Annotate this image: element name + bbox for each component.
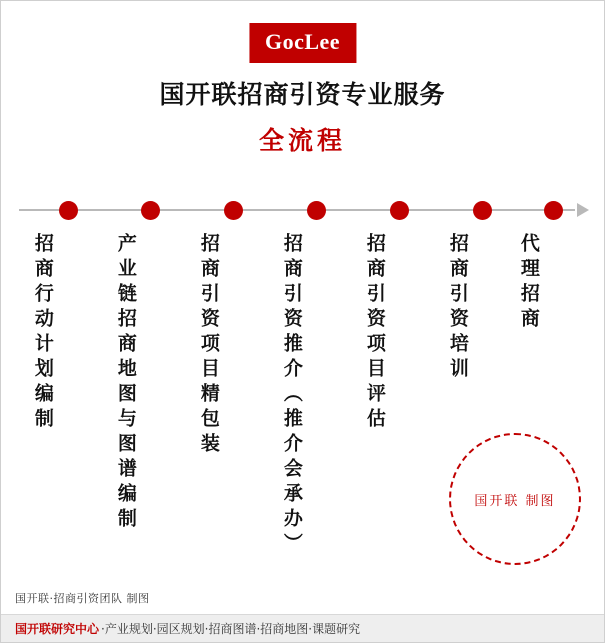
page-title: 国开联招商引资专业服务	[159, 80, 446, 109]
timeline-dot-6	[473, 201, 492, 220]
timeline-step-7-label: 代理招商	[517, 233, 540, 333]
timeline-dot-5	[390, 201, 409, 220]
footer-credit: 国开联·招商引资团队 制图	[15, 592, 150, 605]
footer-brand: 国开联研究中心	[15, 622, 100, 636]
timeline-dot-4	[307, 201, 326, 220]
stamp-label: 国开联 制图	[474, 493, 556, 509]
footer-bar	[1, 614, 604, 642]
timeline-step-2-label: 产业链招商地图与图谱编制	[114, 233, 137, 533]
timeline-step-3-label: 招商引资项目精包装	[197, 233, 220, 458]
timeline-step-5-label: 招商引资项目评估	[363, 233, 386, 433]
timeline-arrow-icon	[577, 203, 589, 217]
timeline-dot-7	[544, 201, 563, 220]
timeline-dot-1	[59, 201, 78, 220]
watermark-stamp	[449, 433, 581, 565]
timeline-step-6-label: 招商引资培训	[446, 233, 469, 383]
goclee-logo: GocLee	[249, 23, 356, 63]
timeline-step-1-label: 招商行动计划编制	[31, 233, 54, 433]
timeline-dot-2	[141, 201, 160, 220]
footer-tags: ·产业规划·园区规划·招商图谱·招商地图·课题研究	[101, 622, 361, 636]
timeline	[19, 201, 589, 221]
timeline-dot-3	[224, 201, 243, 220]
timeline-step-4-label: 招商引资推介（推介会承办）	[280, 233, 303, 558]
page-subtitle: 全流程	[258, 126, 346, 155]
